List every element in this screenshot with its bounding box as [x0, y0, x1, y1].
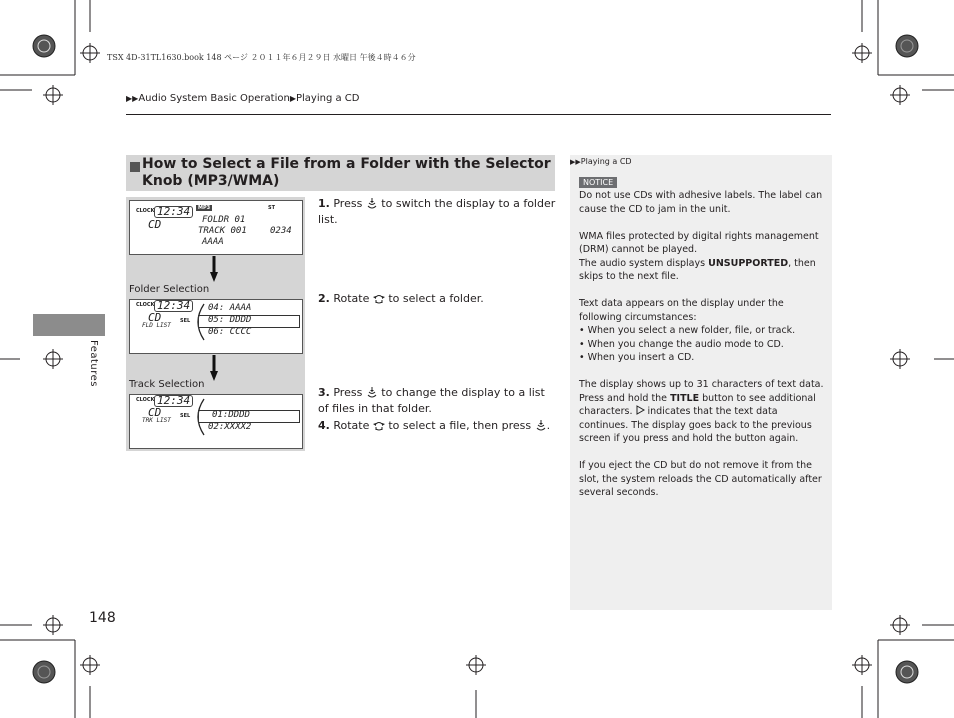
note-text: The audio system displays	[579, 257, 709, 269]
select-indicator: SEL	[180, 413, 191, 419]
breadcrumb-arrow-icon: ▶	[289, 94, 296, 103]
note-paragraph	[579, 230, 827, 257]
list-item-selected: 05: DDDD	[208, 315, 252, 325]
step-1	[318, 196, 558, 228]
note-paragraph	[579, 297, 827, 324]
step-3	[318, 385, 550, 417]
heading-square-icon	[130, 162, 140, 172]
mode-indicator: CD	[148, 311, 162, 324]
page-number: 148	[89, 610, 116, 626]
note-text: , then skips to the next file.	[579, 257, 816, 282]
stereo-indicator: ST	[268, 205, 276, 211]
notice-badge: NOTICE	[579, 177, 617, 188]
step-text: Rotate	[333, 419, 370, 432]
display-illustration-panel	[126, 197, 305, 451]
note-paragraph	[579, 257, 827, 284]
select-indicator: SEL	[180, 318, 191, 324]
clock-time: 12:34	[154, 300, 193, 312]
step-text: Press	[333, 197, 363, 210]
step-number: 1.	[318, 197, 330, 210]
note-text: button to see additional characters.	[579, 392, 816, 417]
note-paragraph: Do not use CDs with adhesive labels. The label can cause the CD to jam in the unit.	[579, 190, 823, 215]
list-item: • When you change the audio mode to CD.	[579, 338, 827, 352]
step-2	[318, 291, 558, 307]
list-item: 04: AAAA	[208, 303, 252, 313]
list-item: 02:XXXX2	[208, 422, 252, 432]
print-info-line: TSX 4D-31TL1630.book 148 ページ ２０１１年６月２９日 水曜日 午後４時４６分	[107, 53, 416, 62]
folder-list-label: FLD LIST	[142, 322, 171, 329]
notes-body	[579, 189, 827, 513]
list-item-selected: 01:DDDD	[212, 410, 250, 420]
knob-press-icon	[535, 420, 547, 432]
display-screen-2	[129, 299, 303, 354]
knob-press-icon	[366, 198, 378, 210]
knob-rotate-icon	[373, 293, 385, 305]
display-screen-3	[129, 394, 303, 449]
clock-label: CLOCK	[136, 397, 155, 403]
knob-rotate-icon	[373, 420, 385, 432]
step-text: to select a folder.	[388, 292, 484, 305]
clock-label: CLOCK	[136, 208, 155, 214]
note-text: WMA files protected by digital rights management (DRM) cannot be played.	[579, 230, 819, 255]
list-item: 06: CCCC	[208, 327, 252, 337]
breadcrumb	[126, 93, 359, 104]
track-selection-label: Track Selection	[129, 379, 205, 390]
reference-arrow-icon: ▶▶	[570, 158, 581, 166]
step-text: .	[546, 419, 551, 432]
note-paragraph: If you eject the CD but do not remove it from the slot, the system reloads the CD automatically after several seconds.	[579, 460, 822, 498]
header-rule	[126, 114, 831, 115]
note-bold-term: TITLE	[670, 392, 700, 404]
reference-link[interactable]	[570, 157, 632, 166]
breadcrumb-item-1[interactable]: Audio System Basic Operation	[138, 93, 290, 104]
step-text: Rotate	[333, 292, 370, 305]
list-item: • When you insert a CD.	[579, 351, 827, 365]
note-bold-term: UNSUPPORTED	[708, 257, 789, 269]
step-number: 4.	[318, 419, 330, 432]
step-text: to switch the display to a folder list.	[318, 197, 556, 226]
note-text: The display shows up to 31 characters of text data. Press and hold the	[579, 379, 824, 404]
clock-label: CLOCK	[136, 302, 155, 308]
knob-press-icon	[366, 387, 378, 399]
step-number: 3.	[318, 386, 330, 399]
title-line: AAAA	[202, 237, 224, 247]
reference-label: Playing a CD	[580, 157, 632, 166]
step-4	[318, 418, 558, 434]
side-tab-label: Features	[88, 340, 99, 387]
mode-indicator: CD	[148, 218, 162, 231]
notes-sidebar	[570, 155, 832, 610]
track-time: 0234	[270, 226, 292, 236]
note-paragraph	[579, 378, 827, 446]
folder-line: FOLDR 01	[202, 215, 246, 225]
mp3-badge: MP3	[198, 205, 211, 211]
section-heading	[126, 155, 555, 191]
down-arrow-icon	[210, 355, 218, 381]
clock-time: 12:34	[154, 395, 193, 407]
breadcrumb-item-2[interactable]: Playing a CD	[295, 93, 360, 104]
step-number: 2.	[318, 292, 330, 305]
step-text: to change the display to a list of files in that folder.	[318, 386, 545, 415]
continue-triangle-icon	[636, 405, 645, 415]
track-list-label: TRK LIST	[142, 417, 171, 424]
note-text: indicates that the text data continues. The display goes back to the previous screen if you press and hold the button again.	[579, 406, 812, 444]
track-line: TRACK 001	[198, 226, 247, 236]
display-screen-1	[129, 200, 303, 255]
note-text: Text data appears on the display under the following circumstances:	[579, 298, 784, 323]
step-text: to select a file, then press	[388, 419, 532, 432]
section-title: How to Select a File from a Folder with the Selector Knob (MP3/WMA)	[142, 156, 551, 189]
clock-time: 12:34	[154, 206, 193, 218]
step-text: Press	[333, 386, 363, 399]
note-bullet-list	[579, 324, 827, 365]
mode-indicator: CD	[148, 406, 162, 419]
breadcrumb-arrow-icon: ▶▶	[126, 94, 139, 103]
down-arrow-icon	[210, 256, 218, 282]
side-tab-marker	[33, 314, 105, 336]
folder-selection-label: Folder Selection	[129, 284, 210, 295]
list-item: • When you select a new folder, file, or track.	[579, 324, 827, 338]
